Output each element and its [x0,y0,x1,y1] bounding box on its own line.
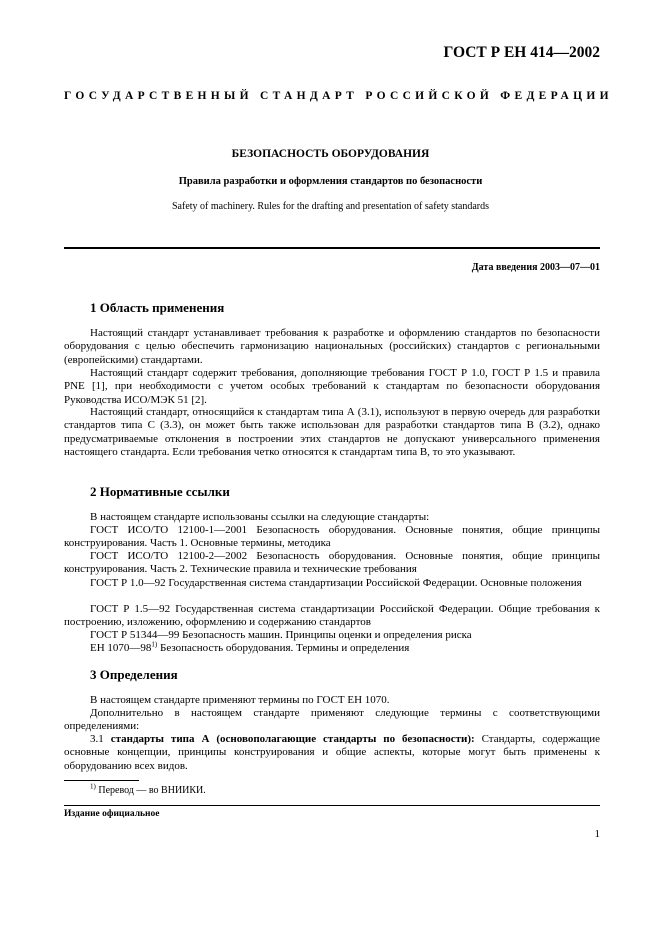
section-3-paragraph-1: В настоящем стандарте применяют термины по ГОСТ ЕН 1070. [90,694,390,706]
section-3-heading: 3 Определения [90,667,178,682]
reference-item: ГОСТ ИСО/ТО 12100-1—2001 Безопасность оборудования. Основные понятия, общие принципы конструирования. Часть 1. Основные термины, методика [64,524,600,550]
definition-3-1 [64,733,600,773]
footnote [90,782,206,796]
reference-item: ГОСТ ИСО/ТО 12100-2—2002 Безопасность оборудования. Основные понятия, общие принципы конструирования. Часть 2. Технические правила и технические требования [64,550,600,576]
section-1-paragraph-1: Настоящий стандарт устанавливает требования к разработке и оформлению стандартов по безопасности оборудования с целью обеспечить гармонизацию национальных (российских) стандартов с региональными (европейскими) стандартами. [64,327,600,366]
document-code: ГОСТ Р ЕН 414—2002 [443,44,600,61]
definition-number: 3.1 [90,733,111,745]
reference-item [64,642,600,655]
section-3-paragraph-2: Дополнительно в настоящем стандарте применяют следующие термины с соответствующими определениями: [64,707,600,733]
section-1-paragraph-2: Настоящий стандарт содержит требования, дополняющие требования ГОСТ Р 1.0, ГОСТ Р 1.5 и правила PNE [1], при необходимости с учетом особых требований к стандартам по безопасности оборудования Руководства ИСО/МЭК 51 [2]. [64,367,600,406]
reference-item: ГОСТ Р 1.5—92 Государственная система стандартизации Российской Федерации. Общие требования к построению, изложению, оформлению и содержанию стандартов [64,603,600,629]
document-title: БЕЗОПАСНОСТЬ ОБОРУДОВАНИЯ [231,148,430,160]
section-2-intro: В настоящем стандарте использованы ссылки на следующие стандарты: [90,511,430,523]
english-title: Safety of machinery. Rules for the drafting and presentation of safety standards [171,201,490,212]
reference-title: Безопасность оборудования. Термины и определения [157,642,410,654]
official-edition-label: Издание официальное [64,809,160,819]
reference-code: ЕН 1070—98 [90,642,152,654]
document-subtitle: Правила разработки и оформления стандартов по безопасности [178,176,483,187]
page-number: 1 [594,828,600,840]
footer-divider [64,805,600,806]
section-1-paragraph-3: Настоящий стандарт, относящийся к стандартам типа А (3.1), используют в первую очередь для разработки стандартов типа С (3.3), он может быть также использован для разработки стандартов типа В (3.2), однако предусматриваемые отклонения в построении этих стандартов не допускают универсального применения настоящего стандарта. Если требования четко относятся к стандартам типа В, то это указывают. [64,406,600,458]
footnote-number: 1) [90,782,96,791]
section-1-heading: 1 Область применения [90,300,225,315]
introduction-date: Дата введения 2003—07—01 [471,262,600,273]
footnote-text: Перевод — во ВНИИКИ. [95,785,206,796]
reference-item: ГОСТ Р 51344—99 Безопасность машин. Принципы оценки и определения риска [90,629,472,641]
footnote-divider [64,780,139,781]
state-standard-banner: ГОСУДАРСТВЕННЫЙ СТАНДАРТ РОССИЙСКОЙ ФЕДЕРАЦИИ [64,90,613,102]
section-2-heading: 2 Нормативные ссылки [90,484,230,499]
header-divider [64,247,600,249]
definition-text: Стандарты, содержащие основные концепции, принципы конструирования и общие аспекты, которые могут быть применены к оборудованию всех видов. [64,733,600,772]
footnote-marker: 1) [151,640,158,649]
reference-item: ГОСТ Р 1.0—92 Государственная система стандартизации Российской Федерации. Основные положения [90,577,582,589]
definition-term: стандарты типа А (основополагающие стандарты по безопасности): [110,733,475,745]
